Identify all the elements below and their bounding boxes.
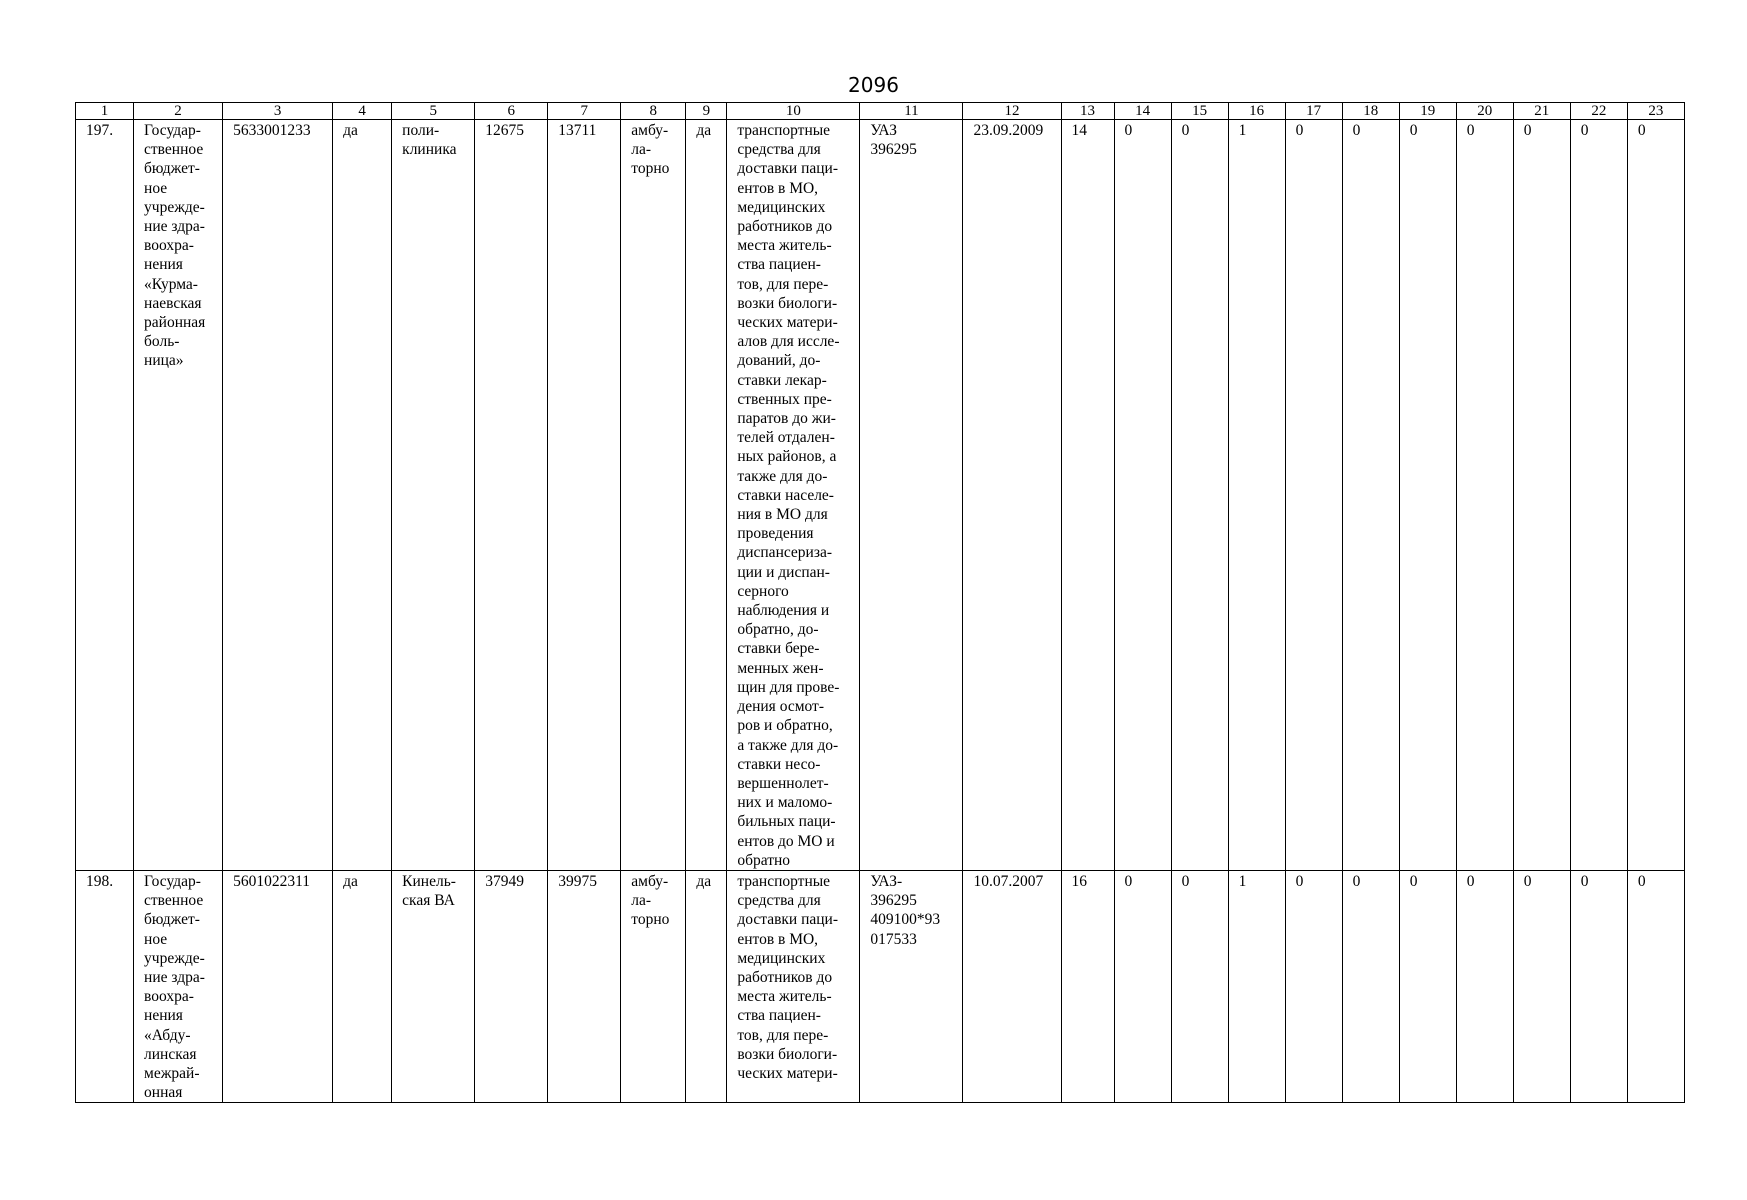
organization-cell: Государ- ственное бюджет- ное учрежде- ние здра- воохра- нения «Курма- наевская районная боль- ница» bbox=[134, 120, 223, 871]
col15-cell: 0 bbox=[1171, 120, 1228, 871]
table-header bbox=[76, 103, 1685, 120]
col23-cell: 0 bbox=[1627, 870, 1684, 1102]
col17-cell: 0 bbox=[1285, 120, 1342, 871]
col4-cell: да bbox=[333, 870, 392, 1102]
column-header: 23 bbox=[1627, 103, 1684, 120]
row-number-cell: 197. bbox=[76, 120, 134, 871]
col22-cell: 0 bbox=[1570, 870, 1627, 1102]
col4-cell: да bbox=[333, 120, 392, 871]
col22-cell: 0 bbox=[1570, 120, 1627, 871]
organization-cell: Государ- ственное бюджет- ное учрежде- ние здра- воохра- нения «Абду- линская межрай- онная bbox=[134, 870, 223, 1102]
vehicle-cell: УАЗ- 396295 409100*93 017533 bbox=[860, 870, 963, 1102]
unit-cell: Кинель- ская ВА bbox=[392, 870, 475, 1102]
col7-cell: 39975 bbox=[548, 870, 621, 1102]
date-cell: 23.09.2009 bbox=[963, 120, 1061, 871]
col9-cell: да bbox=[686, 870, 727, 1102]
col17-cell: 0 bbox=[1285, 870, 1342, 1102]
column-header: 15 bbox=[1171, 103, 1228, 120]
col19-cell: 0 bbox=[1399, 870, 1456, 1102]
column-header: 6 bbox=[475, 103, 548, 120]
column-header: 20 bbox=[1456, 103, 1513, 120]
date-cell: 10.07.2007 bbox=[963, 870, 1061, 1102]
column-header: 7 bbox=[548, 103, 621, 120]
column-header: 17 bbox=[1285, 103, 1342, 120]
vehicle-cell: УАЗ 396295 bbox=[860, 120, 963, 871]
purpose-cell: транспортные средства для доставки паци- ентов в МО, медицинских работников до места житель- ства пациен- тов, для пере- возки биологи- ческих матери- bbox=[727, 870, 860, 1102]
column-header: 1 bbox=[76, 103, 134, 120]
table-body bbox=[76, 120, 1685, 1103]
col19-cell: 0 bbox=[1399, 120, 1456, 871]
column-header: 2 bbox=[134, 103, 223, 120]
purpose-cell: транспортные средства для доставки паци- ентов в МО, медицинских работников до места житель- ства пациен- тов, для пере- возки биологи- ческих матери- алов для иссле- дований, до- ставки лекар- ственных пре- паратов до жи- телей отдален- ных районов, а также для до- ставки населе- ния в МО для проведения диспансериза- ции и диспан- серного наблюдения и обратно, до- ставки бере- менных жен- щин для прове- дения осмот- ров и обратно, а также для до- ставки несо- вершеннолет- них и маломо- бильных паци- ентов до МО и обратно bbox=[727, 120, 860, 871]
row-number-cell: 198. bbox=[76, 870, 134, 1102]
table-row bbox=[76, 870, 1685, 1102]
column-header: 21 bbox=[1513, 103, 1570, 120]
col6-cell: 37949 bbox=[475, 870, 548, 1102]
column-header: 11 bbox=[860, 103, 963, 120]
col13-cell: 16 bbox=[1061, 870, 1114, 1102]
column-header: 22 bbox=[1570, 103, 1627, 120]
col7-cell: 13711 bbox=[548, 120, 621, 871]
column-header: 10 bbox=[727, 103, 860, 120]
column-header: 12 bbox=[963, 103, 1061, 120]
col21-cell: 0 bbox=[1513, 120, 1570, 871]
col16-cell: 1 bbox=[1228, 870, 1285, 1102]
col15-cell: 0 bbox=[1171, 870, 1228, 1102]
inn-cell: 5601022311 bbox=[223, 870, 333, 1102]
care-type-cell: амбу- ла- торно bbox=[621, 120, 686, 871]
col23-cell: 0 bbox=[1627, 120, 1684, 871]
unit-cell: поли- клиника bbox=[392, 120, 475, 871]
column-header: 18 bbox=[1342, 103, 1399, 120]
col20-cell: 0 bbox=[1456, 120, 1513, 871]
column-header: 16 bbox=[1228, 103, 1285, 120]
column-header: 4 bbox=[333, 103, 392, 120]
col18-cell: 0 bbox=[1342, 120, 1399, 871]
col20-cell: 0 bbox=[1456, 870, 1513, 1102]
column-header: 13 bbox=[1061, 103, 1114, 120]
col14-cell: 0 bbox=[1114, 870, 1171, 1102]
col13-cell: 14 bbox=[1061, 120, 1114, 871]
inn-cell: 5633001233 bbox=[223, 120, 333, 871]
column-header: 14 bbox=[1114, 103, 1171, 120]
col18-cell: 0 bbox=[1342, 870, 1399, 1102]
column-header: 9 bbox=[686, 103, 727, 120]
column-header: 19 bbox=[1399, 103, 1456, 120]
column-header: 8 bbox=[621, 103, 686, 120]
column-number-row bbox=[76, 103, 1685, 120]
col9-cell: да bbox=[686, 120, 727, 871]
care-type-cell: амбу- ла- торно bbox=[621, 870, 686, 1102]
column-header: 5 bbox=[392, 103, 475, 120]
table-row bbox=[76, 120, 1685, 871]
register-table bbox=[75, 102, 1685, 1103]
col21-cell: 0 bbox=[1513, 870, 1570, 1102]
col16-cell: 1 bbox=[1228, 120, 1285, 871]
column-header: 3 bbox=[223, 103, 333, 120]
page-number: 2096 bbox=[848, 73, 899, 97]
col14-cell: 0 bbox=[1114, 120, 1171, 871]
col6-cell: 12675 bbox=[475, 120, 548, 871]
